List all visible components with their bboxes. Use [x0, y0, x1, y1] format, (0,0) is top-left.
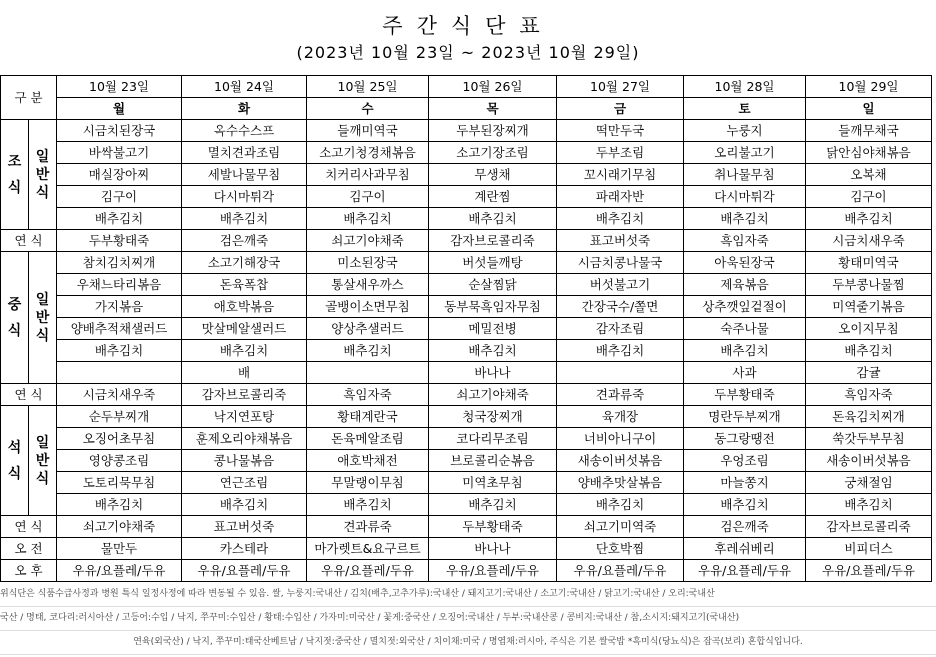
menu-item: 시금치콩나물국 [557, 252, 684, 274]
menu-item: 김구이 [57, 186, 182, 208]
footnote-line: 위식단은 식품수급사정과 병원 특식 일정사정에 따라 변동될 수 있음. 쌀, 누룽지:국내산 / 김치(배추,고추가루):국내산 / 돼지고기:국내산 / 소고기:국내산 / 닭고기:국내산 / 오리:국내산 [0, 583, 936, 607]
soft-diet-item: 쇠고기야채죽 [307, 230, 429, 252]
header-date: 10월 29일 [806, 76, 932, 98]
breakfast-sub-label-char: 일 [35, 148, 50, 165]
breakfast-label [1, 120, 29, 230]
menu-item: 사과 [684, 362, 806, 384]
menu-item: 배추김치 [182, 340, 307, 362]
menu-item: 궁채절임 [806, 472, 932, 494]
lunch-soft-label: 연 식 [1, 384, 57, 406]
footnotes [0, 583, 936, 655]
soft-diet-item: 두부황태죽 [429, 516, 557, 538]
menu-item: 들깨미역국 [307, 120, 429, 142]
menu-item [307, 362, 429, 384]
snack-item: 마가렛트&요구르트 [307, 538, 429, 560]
menu-item: 순두부찌개 [57, 406, 182, 428]
menu-item: 숙주나물 [684, 318, 806, 340]
menu-item: 매실장아찌 [57, 164, 182, 186]
snack-item: 우유/요플레/두유 [684, 560, 806, 582]
menu-item: 시금치된장국 [57, 120, 182, 142]
menu-item: 배추김치 [307, 494, 429, 516]
lunch-sub-label-char: 일 [35, 291, 50, 308]
soft-diet-item: 감자브로콜리죽 [429, 230, 557, 252]
dinner-label-char: 석 [7, 439, 22, 456]
menu-item [57, 362, 182, 384]
menu-item: 배추김치 [57, 494, 182, 516]
menu-item: 배추김치 [806, 494, 932, 516]
header-date: 10월 27일 [557, 76, 684, 98]
header-day: 월 [57, 98, 182, 120]
dinner-label-char: 식 [7, 465, 22, 482]
dinner-soft-label: 연 식 [1, 516, 57, 538]
soft-diet-item: 검은깨죽 [684, 516, 806, 538]
menu-item: 김구이 [307, 186, 429, 208]
menu-item: 맛살메알샐러드 [182, 318, 307, 340]
menu-item: 우채느타리볶음 [57, 274, 182, 296]
menu-item: 제육볶음 [684, 274, 806, 296]
menu-item: 배추김치 [429, 494, 557, 516]
snack-item: 비피더스 [806, 538, 932, 560]
menu-item: 애호박채전 [307, 450, 429, 472]
soft-diet-item: 쇠고기미역죽 [557, 516, 684, 538]
menu-item: 도토리묵무침 [57, 472, 182, 494]
breakfast-sub-label [29, 120, 57, 230]
header-day: 목 [429, 98, 557, 120]
menu-item: 가지볶음 [57, 296, 182, 318]
lunch-sub-label-char: 식 [35, 327, 50, 344]
snack-item: 물만두 [57, 538, 182, 560]
menu-item: 아욱된장국 [684, 252, 806, 274]
soft-diet-item: 두부황태죽 [57, 230, 182, 252]
menu-item: 명란두부찌개 [684, 406, 806, 428]
menu-item: 배추김치 [307, 208, 429, 230]
soft-diet-item: 쇠고기야채죽 [57, 516, 182, 538]
soft-diet-item: 흑임자죽 [684, 230, 806, 252]
menu-item: 마늘쫑지 [684, 472, 806, 494]
menu-item: 참치김치찌개 [57, 252, 182, 274]
menu-item: 애호박볶음 [182, 296, 307, 318]
snack_am-label: 오 전 [1, 538, 57, 560]
menu-item: 육개장 [557, 406, 684, 428]
menu-item: 영양콩조림 [57, 450, 182, 472]
menu-item: 세발나물무침 [182, 164, 307, 186]
snack-item: 우유/요플레/두유 [806, 560, 932, 582]
menu-item: 옥수수스프 [182, 120, 307, 142]
menu-item: 쑥갓두부무침 [806, 428, 932, 450]
menu-item: 두부콩나물찜 [806, 274, 932, 296]
menu-item: 순살찜닭 [429, 274, 557, 296]
breakfast-soft-label: 연 식 [1, 230, 57, 252]
menu-item: 돈육폭찹 [182, 274, 307, 296]
menu-item: 소고기청경채볶음 [307, 142, 429, 164]
snack-item: 후레쉬베리 [684, 538, 806, 560]
menu-item: 버섯불고기 [557, 274, 684, 296]
snack-item: 우유/요플레/두유 [57, 560, 182, 582]
menu-item: 다시마튀각 [182, 186, 307, 208]
footnote-line: 국산 / 명태, 코다리:러시아산 / 고등어:수입 / 낙지, 쭈꾸미:수입산 / 황태:수입산 / 가자미:미국산 / 꽃게:중국산 / 오징어:국내산 / 두부:국내산콩 / 콩비지:국내산 / 참,소시지:돼지고기(국내산) [0, 607, 936, 631]
menu-item: 바나나 [429, 362, 557, 384]
menu-item: 돈육메알조림 [307, 428, 429, 450]
header-date: 10월 23일 [57, 76, 182, 98]
lunch-label-char: 중 [7, 296, 22, 313]
header-gubun: 구 분 [1, 76, 57, 120]
menu-item: 훈제오리야채볶음 [182, 428, 307, 450]
menu-item: 연근조림 [182, 472, 307, 494]
menu-item: 양배추맛살볶음 [557, 472, 684, 494]
menu-item: 미역초무침 [429, 472, 557, 494]
menu-item: 간장국수/쫄면 [557, 296, 684, 318]
footnote-line: 연육(외국산) / 낙지, 쭈꾸미:태국산베트남 / 낙지젓:중국산 / 멸치젓:외국산 / 치이채:미국 / 명엽채:러시아, 주식은 기본 쌀국밥 *흑미식(당뇨식)은 잡곡(보리) 혼합식입니다. [0, 631, 936, 655]
header-date: 10월 24일 [182, 76, 307, 98]
menu-item: 새송이버섯볶음 [557, 450, 684, 472]
menu-item: 양배추적채샐러드 [57, 318, 182, 340]
menu-item: 들깨무채국 [806, 120, 932, 142]
menu-item: 떡만두국 [557, 120, 684, 142]
menu-item: 취나물무침 [684, 164, 806, 186]
soft-diet-item: 견과류죽 [307, 516, 429, 538]
menu-item: 꼬시래기무침 [557, 164, 684, 186]
menu-item: 버섯들깨탕 [429, 252, 557, 274]
menu-item: 동그랑땡전 [684, 428, 806, 450]
header-date: 10월 25일 [307, 76, 429, 98]
header-day: 화 [182, 98, 307, 120]
menu-item: 미소된장국 [307, 252, 429, 274]
breakfast-label-char: 식 [7, 179, 22, 196]
menu-item: 치커리사과무침 [307, 164, 429, 186]
menu-item: 배추김치 [57, 208, 182, 230]
soft-diet-item: 표고버섯죽 [182, 516, 307, 538]
menu-item: 너비아니구이 [557, 428, 684, 450]
header-date: 10월 26일 [429, 76, 557, 98]
menu-item: 무생채 [429, 164, 557, 186]
menu-item: 브로콜리순볶음 [429, 450, 557, 472]
header-day: 금 [557, 98, 684, 120]
menu-item: 배추김치 [557, 494, 684, 516]
menu-item: 통살새우까스 [307, 274, 429, 296]
weekly-menu-table [0, 75, 932, 582]
menu-item: 상추깻잎겉절이 [684, 296, 806, 318]
dinner-sub-label-char: 일 [35, 434, 50, 451]
snack-item: 우유/요플레/두유 [182, 560, 307, 582]
menu-item: 메밀전병 [429, 318, 557, 340]
soft-diet-item: 시금치새우죽 [57, 384, 182, 406]
menu-item: 배 [182, 362, 307, 384]
header-day: 토 [684, 98, 806, 120]
page-title: 주간식단표 [382, 14, 554, 38]
menu-item: 배추김치 [806, 340, 932, 362]
menu-item: 오복채 [806, 164, 932, 186]
snack-item: 단호박찜 [557, 538, 684, 560]
dinner-label [1, 406, 29, 516]
menu-item: 청국장찌개 [429, 406, 557, 428]
menu-item: 바싹불고기 [57, 142, 182, 164]
menu-item: 김구이 [806, 186, 932, 208]
menu-item: 다시마튀각 [684, 186, 806, 208]
menu-item [557, 362, 684, 384]
breakfast-sub-label-char: 반 [35, 166, 50, 183]
menu-item: 오이지무침 [806, 318, 932, 340]
menu-item: 배추김치 [57, 340, 182, 362]
header-date: 10월 28일 [684, 76, 806, 98]
menu-item: 황태미역국 [806, 252, 932, 274]
menu-item: 골뱅이소면무침 [307, 296, 429, 318]
menu-item: 두부된장찌개 [429, 120, 557, 142]
menu-item: 파래자반 [557, 186, 684, 208]
menu-item: 양상추샐러드 [307, 318, 429, 340]
soft-diet-item: 감자브로콜리죽 [182, 384, 307, 406]
soft-diet-item: 시금치새우죽 [806, 230, 932, 252]
dinner-sub-label-char: 식 [35, 470, 50, 487]
soft-diet-item: 견과류죽 [557, 384, 684, 406]
menu-item: 오리불고기 [684, 142, 806, 164]
snack-item: 카스테라 [182, 538, 307, 560]
soft-diet-item: 흑임자죽 [806, 384, 932, 406]
menu-item: 낙지연포탕 [182, 406, 307, 428]
lunch-label [1, 252, 29, 384]
soft-diet-item: 표고버섯죽 [557, 230, 684, 252]
lunch-sub-label [29, 252, 57, 384]
menu-item: 멸치견과조림 [182, 142, 307, 164]
menu-item: 두부조림 [557, 142, 684, 164]
header-day: 일 [806, 98, 932, 120]
dinner-sub-label-char: 반 [35, 452, 50, 469]
date-range: (2023년 10월 23일 ~ 2023년 10월 29일) [296, 43, 640, 62]
menu-item: 콩나물볶음 [182, 450, 307, 472]
menu-item: 배추김치 [307, 340, 429, 362]
soft-diet-item: 감자브로콜리죽 [806, 516, 932, 538]
soft-diet-item: 쇠고기야채죽 [429, 384, 557, 406]
header-day: 수 [307, 98, 429, 120]
menu-item: 계란찜 [429, 186, 557, 208]
lunch-sub-label-char: 반 [35, 309, 50, 326]
snack_pm-label: 오 후 [1, 560, 57, 582]
menu-item: 동부묵흑임자무침 [429, 296, 557, 318]
snack-item: 바나나 [429, 538, 557, 560]
menu-item: 배추김치 [557, 340, 684, 362]
menu-item: 오징어초무침 [57, 428, 182, 450]
snack-item: 우유/요플레/두유 [557, 560, 684, 582]
menu-item: 소고기장조림 [429, 142, 557, 164]
menu-item: 황태계란국 [307, 406, 429, 428]
snack-item: 우유/요플레/두유 [307, 560, 429, 582]
menu-item: 새송이버섯볶음 [806, 450, 932, 472]
menu-item: 무말랭이무침 [307, 472, 429, 494]
menu-item: 배추김치 [806, 208, 932, 230]
soft-diet-item: 흑임자죽 [307, 384, 429, 406]
menu-item: 코다리무조림 [429, 428, 557, 450]
menu-item: 돈육김치찌개 [806, 406, 932, 428]
menu-item: 배추김치 [684, 340, 806, 362]
menu-item: 배추김치 [182, 494, 307, 516]
menu-item: 감귤 [806, 362, 932, 384]
menu-item: 배추김치 [182, 208, 307, 230]
breakfast-sub-label-char: 식 [35, 184, 50, 201]
breakfast-label-char: 조 [7, 153, 22, 170]
menu-item: 미역줄기볶음 [806, 296, 932, 318]
menu-item: 누룽지 [684, 120, 806, 142]
lunch-label-char: 식 [7, 322, 22, 339]
menu-item: 배추김치 [557, 208, 684, 230]
menu-item: 배추김치 [684, 208, 806, 230]
menu-item: 배추김치 [684, 494, 806, 516]
soft-diet-item: 검은깨죽 [182, 230, 307, 252]
menu-item: 소고기해장국 [182, 252, 307, 274]
menu-item: 닭안심야채볶음 [806, 142, 932, 164]
snack-item: 우유/요플레/두유 [429, 560, 557, 582]
menu-item: 우엉조림 [684, 450, 806, 472]
dinner-sub-label [29, 406, 57, 516]
soft-diet-item: 두부황태죽 [684, 384, 806, 406]
menu-item: 감자조림 [557, 318, 684, 340]
menu-item: 배추김치 [429, 340, 557, 362]
menu-item: 배추김치 [429, 208, 557, 230]
